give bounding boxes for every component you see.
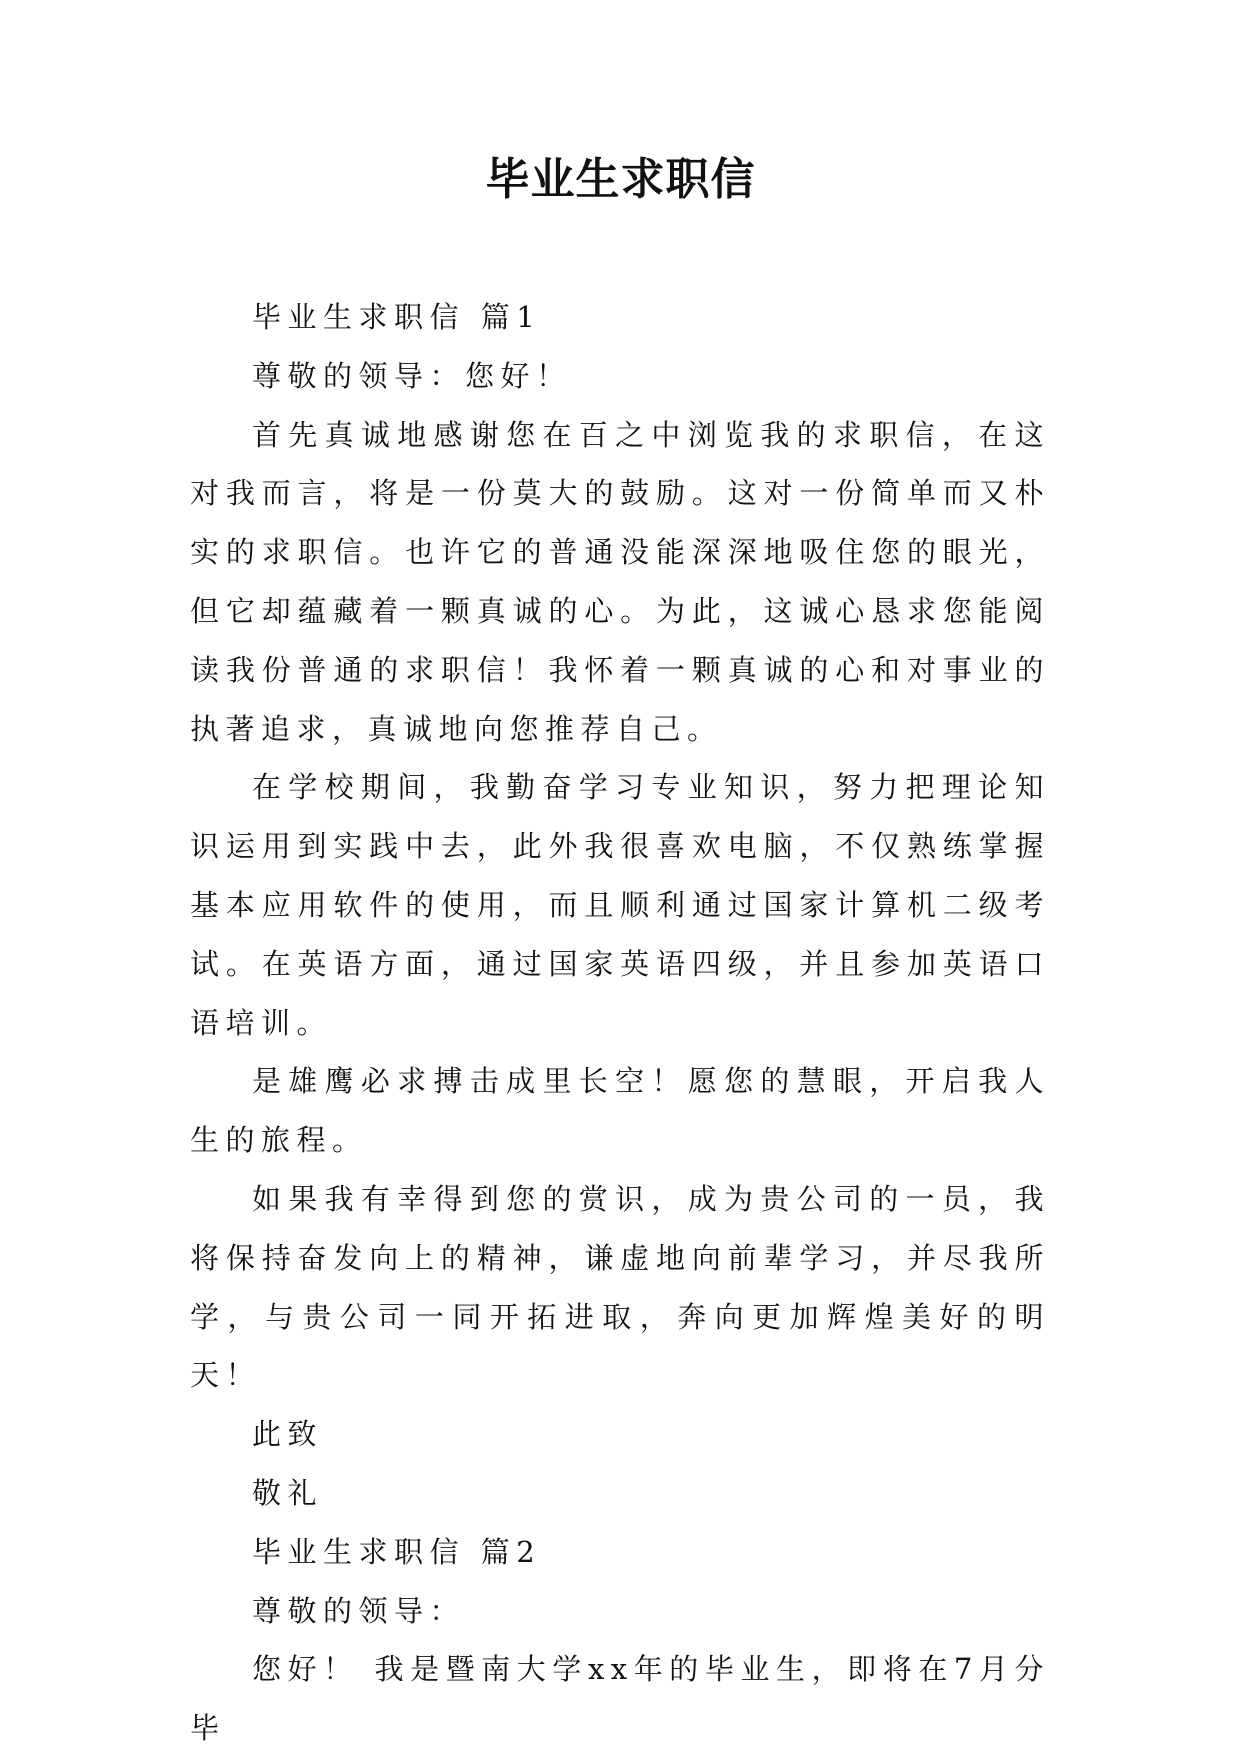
section-heading-1: 毕业生求职信 篇1: [252, 300, 542, 334]
paragraph-closing: 如果我有幸得到您的赏识，成为贵公司的一员，我将保持奋发向上的精神，谦虚地向前辈学习，并尽我所学，与贵公司一同开拓进取，奔向更加辉煌美好的明天！: [190, 1181, 1050, 1393]
section-heading-2: 毕业生求职信 篇2: [252, 1534, 542, 1569]
document-body: [190, 288, 1050, 1758]
closing-cizhi: 此致: [252, 1417, 324, 1452]
closing-jingli: 敬礼: [252, 1475, 324, 1510]
salutation-2: 尊敬的领导：: [252, 1593, 466, 1628]
salutation-1: 尊敬的领导：您好！: [252, 358, 572, 393]
paragraph-aspiration: 是雄鹰必求搏击成里长空！愿您的慧眼，开启我人生的旅程。: [190, 1064, 1050, 1158]
document-title: 毕业生求职信: [485, 154, 756, 205]
paragraph-study: 在学校期间，我勤奋学习专业知识，努力把理论知识运用到实践中去，此外我很喜欢电脑，不仅熟练掌握基本应用软件的使用，而且顺利通过国家计算机二级考试。在英语方面，通过国家英语四级，并且参加英语口语培训。: [190, 770, 1050, 1040]
paragraph-intro: 首先真诚地感谢您在百之中浏览我的求职信，在这对我而言，将是一份莫大的鼓励。这对一份简单而又朴实的求职信。也许它的普通没能深深地吸住您的眼光，但它却蕴藏着一颗真诚的心。为此，这诚心恳求您能阅读我份普通的求职信！我怀着一颗真诚的心和对事业的执著追求，真诚地向您推荐自己。: [190, 417, 1050, 746]
paragraph-2-intro: 您好！ 我是暨南大学xx年的毕业生，即将在7月分毕: [190, 1652, 1050, 1746]
